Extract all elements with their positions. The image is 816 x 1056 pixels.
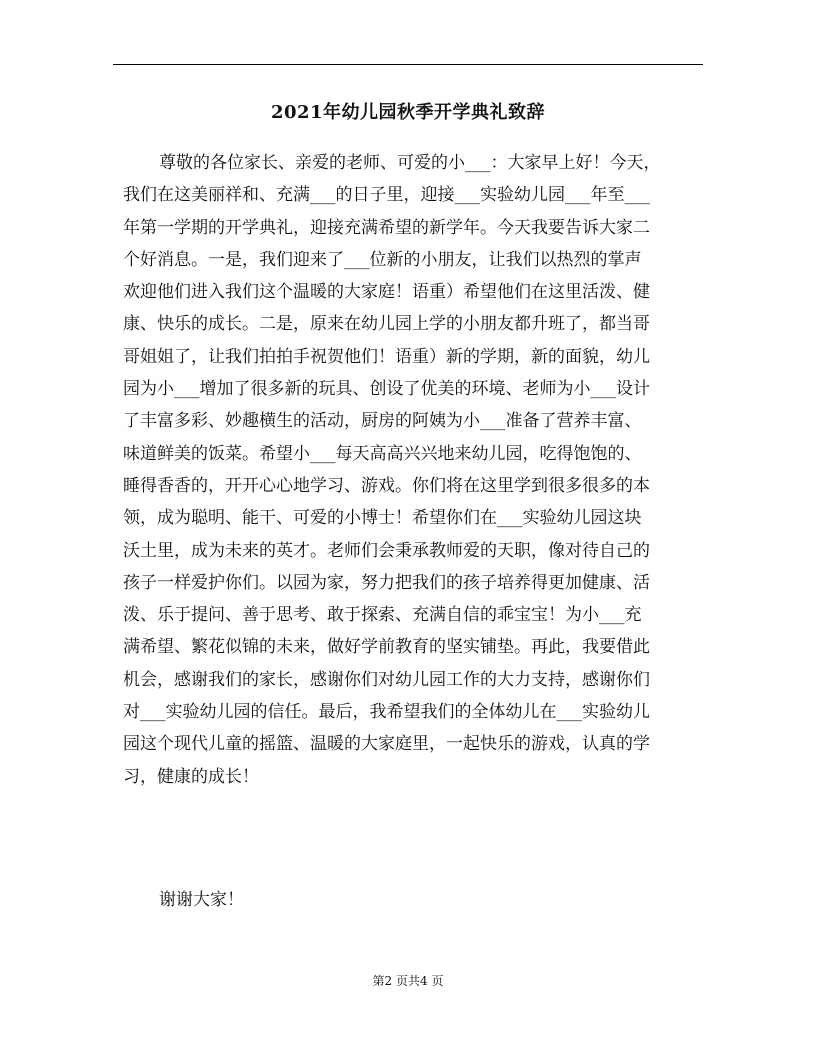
body-line: 睡得香香的，开开心心地学习、游戏。你们将在这里学到很多很多的本	[123, 475, 650, 496]
body-line: 哥姐姐了，让我们拍拍手祝贺他们！语重）新的学期，新的面貌，幼儿	[123, 346, 650, 367]
body-line: 习，健康的成长！	[123, 766, 259, 787]
document-title: 2021年幼儿园秋季开学典礼致辞	[270, 102, 546, 123]
body-line: 康、快乐的成长。二是，原来在幼儿园上学的小朋友都升班了，都当哥	[123, 314, 650, 335]
body-line: 孩子一样爱护你们。以园为家，努力把我们的孩子培养得更加健康、活	[123, 572, 650, 593]
body-line: 沃土里，成为未来的英才。老师们会秉承教师爱的天职，像对待自己的	[123, 540, 650, 561]
body-line: 对___实验幼儿园的信任。最后，我希望我们的全体幼儿在___实验幼儿	[123, 702, 650, 723]
page-number-footer: 第2 页共4 页	[372, 974, 444, 988]
body-line: 尊敬的各位家长、亲爱的老师、可爱的小___：大家早上好！今天，	[159, 153, 661, 173]
body-line: 园为小___增加了很多新的玩具、创设了优美的环境、老师为小___设计	[123, 379, 650, 400]
body-line: 个好消息。一是，我们迎来了___位新的小朋友，让我们以热烈的掌声	[123, 249, 642, 270]
body-line: 泼、乐于提问、善于思考、敢于探索、充满自信的乖宝宝！为小___充	[123, 605, 642, 626]
body-line: 年第一学期的开学典礼，迎接充满希望的新学年。今天我要告诉大家二	[123, 217, 650, 238]
speech-body	[123, 147, 699, 793]
body-line: 领，成为聪明、能干、可爱的小博士！希望你们在___实验幼儿园这块	[123, 508, 642, 529]
body-line: 园这个现代儿童的摇篮、温暖的大家庭里，一起快乐的游戏，认真的学	[123, 734, 650, 755]
body-line: 我们在这美丽祥和、充满___的日子里，迎接___实验幼儿园___年至___	[123, 185, 650, 206]
closing-remark: 谢谢大家！	[159, 890, 244, 910]
header-rule	[113, 64, 703, 65]
body-line: 满希望、繁花似锦的未来，做好学前教育的坚实铺垫。再此，我要借此	[123, 637, 650, 658]
body-line: 机会，感谢我们的家长，感谢你们对幼儿园工作的大力支持，感谢你们	[123, 669, 650, 690]
body-line: 欢迎他们进入我们这个温暖的大家庭！语重）希望他们在这里活泼、健	[123, 282, 650, 303]
body-line: 味道鲜美的饭菜。希望小___每天高高兴兴地来幼儿园，吃得饱饱的、	[123, 443, 642, 464]
body-line: 了丰富多彩、妙趣横生的活动，厨房的阿姨为小___准备了营养丰富、	[123, 411, 642, 432]
